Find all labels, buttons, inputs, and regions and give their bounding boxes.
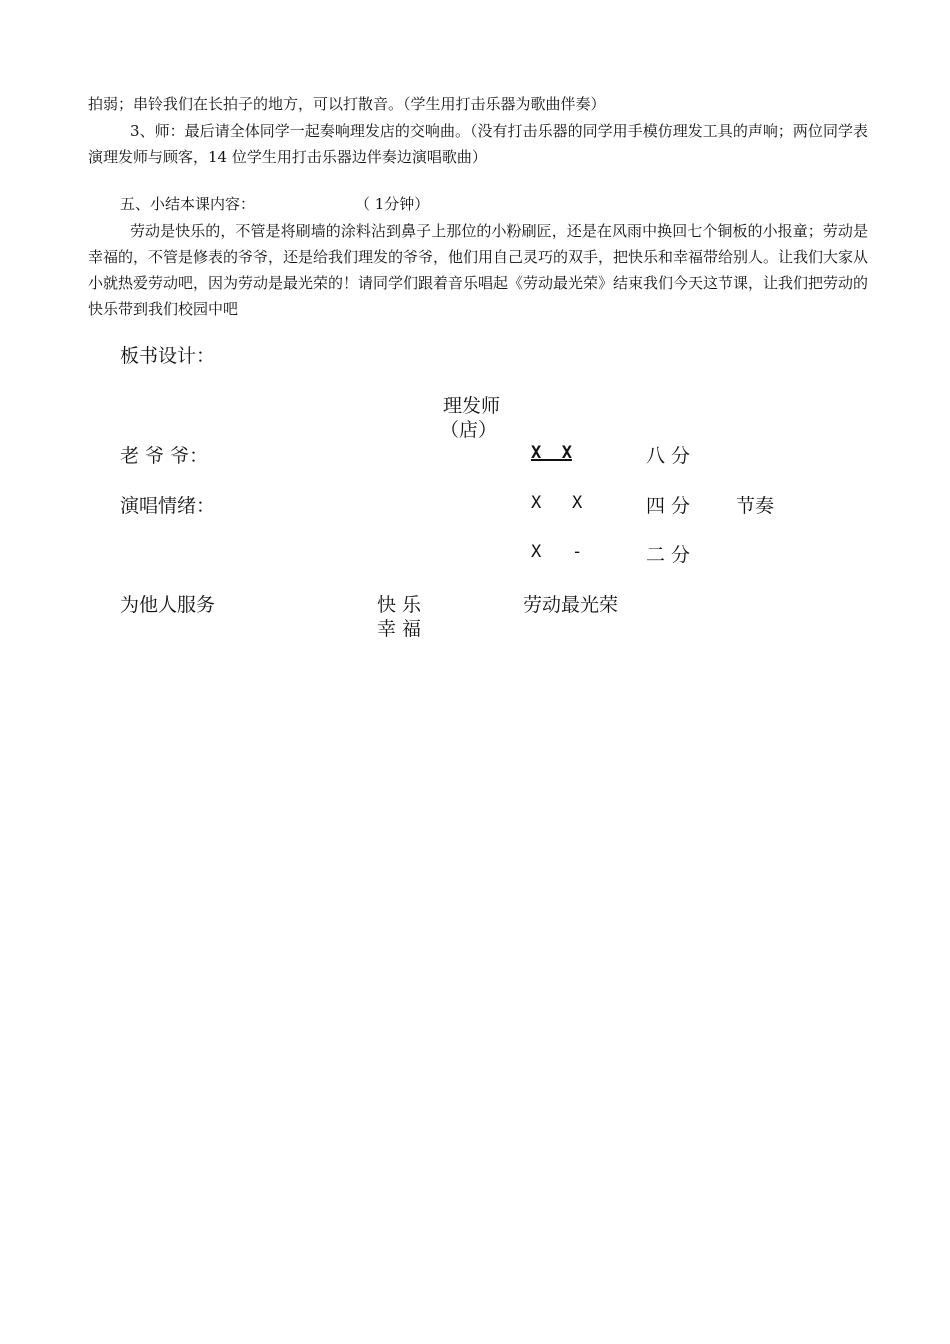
row-emotion-label: 演唱情绪： (120, 495, 216, 517)
row-serve-happy: 快 乐 (377, 594, 422, 616)
row-serve-blessed: 幸 福 (377, 618, 422, 640)
row-emotion-rhythm: 节奏 (736, 495, 775, 517)
row-serve-labor-glory: 劳动最光荣 (523, 594, 619, 616)
row-half-beat: 二 分 (646, 544, 691, 566)
row-grandpa-notation: X X (531, 443, 572, 463)
board-title-shop: （店） (440, 419, 498, 441)
row-grandpa-label: 老 爷 爷： (120, 445, 209, 467)
summary-paragraph: 劳动是快乐的，不管是将刷墙的涂料沾到鼻子上那位的小粉刷匠，还是在风雨中换回七个铜板的小报童；劳动是幸福的，不管是修表的爷爷，还是给我们理发的爷爷，他们用自己灵巧的双手，把快乐和幸福带给别人。让我们大家从小就热爱劳动吧，因为劳动是最光荣的！请同学们跟着音乐唱起《劳动最光荣》结束我们今天这节课，让我们把劳动的快乐带到我们校园中吧 (88, 222, 869, 318)
board-title: 理发师 (443, 395, 501, 417)
lesson-step-3: 3、师：最后请全体同学一起奏响理发店的交响曲。（没有打击乐器的同学用手模仿理发工具的声响；两位同学表演理发师与顾客，14 位学生用打击乐器边伴奏边演唱歌曲） (88, 122, 868, 166)
lesson-line-1: 拍弱；串铃我们在长拍子的地方，可以打散音。（学生用打击乐器为歌曲伴奏） (88, 95, 606, 113)
row-grandpa-beat: 八 分 (646, 445, 691, 467)
section-5-title: 五、小结本课内容： (120, 195, 256, 213)
row-serve-label: 为他人服务 (120, 594, 216, 616)
row-half-notation: X - (531, 542, 583, 562)
row-emotion-beat: 四 分 (646, 495, 691, 517)
row-emotion-notation: X X (531, 493, 583, 513)
section-5-time: （ 1分钟） (355, 195, 430, 213)
board-heading: 板书设计： (120, 345, 216, 367)
